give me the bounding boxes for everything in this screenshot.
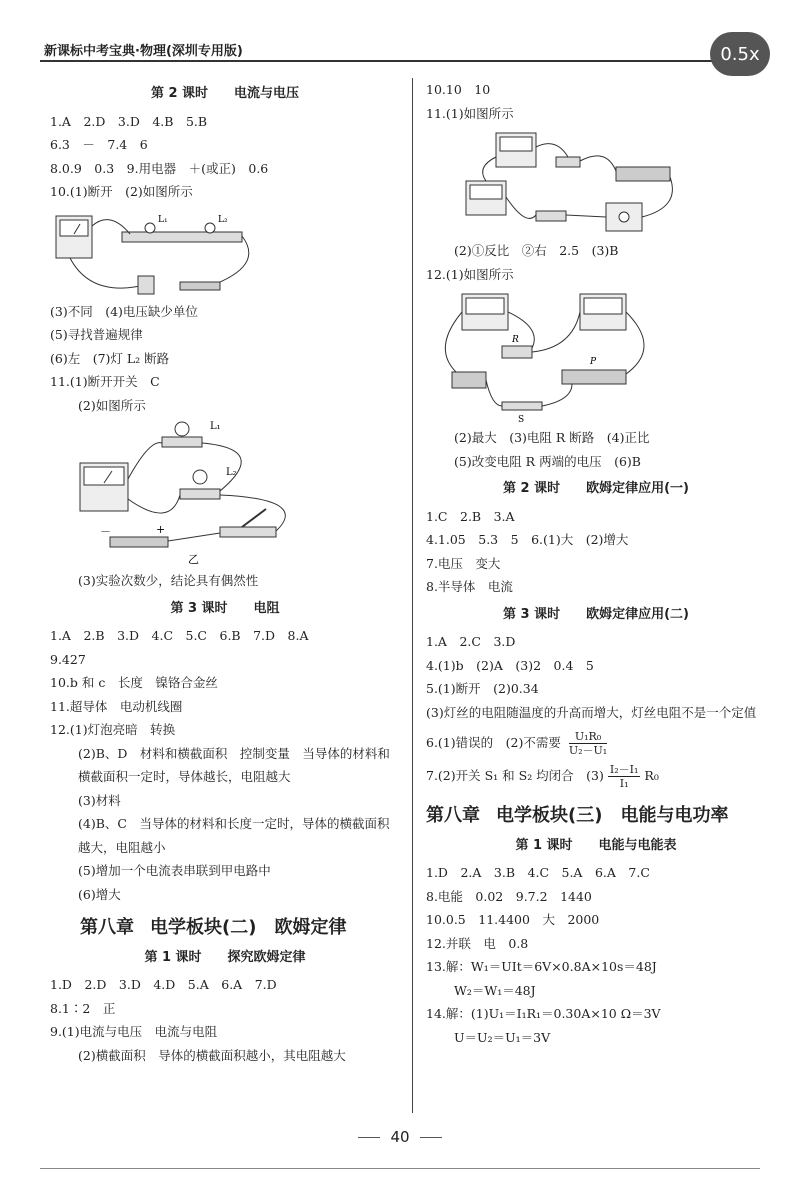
answer-line: 10.10 10 <box>426 82 491 97</box>
header-rule <box>40 60 720 62</box>
answer-line: (5)改变电阻 R 两端的电压 (6)B <box>454 453 641 469</box>
section-title: 第 3 课时 欧姆定律应用(二) <box>503 606 689 622</box>
fraction-denominator: U₂－U₁ <box>568 744 608 757</box>
answer-line: 9.(1)电流与电压 电流与电阻 <box>50 1024 218 1039</box>
fraction-numerator: I₂－I₁ <box>609 763 639 776</box>
section-title: 第 2 课时 欧姆定律应用(一) <box>503 481 689 496</box>
answer-line: 6.3 － 7.4 6 <box>50 137 148 152</box>
answer-line: 12.(1)灯泡亮暗 转换 <box>50 722 176 737</box>
chapter-number: 第八章 <box>80 917 134 938</box>
answer-line: 14.解：(1)U₁＝I₁R₁＝0.30A×10 Ω＝3V <box>426 1006 661 1021</box>
answer-line: (3)不同 (4)电压缺少单位 <box>50 303 198 319</box>
page-number: 40 <box>0 1128 800 1146</box>
answer-line: 4.1.05 5.3 5 6.(1)大 (2)增大 <box>426 532 629 547</box>
resistor-label: R <box>512 335 519 345</box>
answer-line: 1.A 2.C 3.D <box>426 634 516 649</box>
answer-line-fraction <box>426 730 766 757</box>
answer-line: 1.D 2.D 3.D 4.D 5.A 6.A 7.D <box>50 977 277 992</box>
answer-line: 7.电压 变大 <box>426 555 501 571</box>
answer-text: R₀ <box>644 768 659 783</box>
fraction <box>569 730 607 757</box>
circuit-diagram-2 <box>70 419 320 567</box>
answer-line-fraction <box>426 763 766 790</box>
answer-line: 11.(1)断开开关 C <box>50 374 160 389</box>
chapter-title: 电学板块(三) 电能与电功率 <box>496 805 729 826</box>
bulb-label-l1: L₁ <box>158 214 168 225</box>
answer-line: (2)B、D 材料和横截面积 控制变量 当导体的材料和横截面积一定时，导体越长，电阻越大 <box>78 745 390 784</box>
answer-text: 6.(1)错误的 (2)不需要 <box>426 735 561 750</box>
answer-line: 9.427 <box>50 651 86 667</box>
answer-line: (2)如图所示 <box>78 397 146 413</box>
section-title: 第 1 课时 电能与电能表 <box>515 837 677 853</box>
answer-line: 10.b 和 c 长度 镍铬合金丝 <box>50 675 218 690</box>
circuit-diagram-4 <box>432 288 672 424</box>
answer-line: (3)灯丝的电阻随温度的升高而增大，灯丝电阻不是一个定值 <box>426 704 757 720</box>
chapter-heading <box>426 804 766 828</box>
column-divider <box>412 78 413 1113</box>
switch-label: S <box>518 415 525 424</box>
answer-line: 1.C 2.B 3.A <box>426 508 515 524</box>
answer-line: 5.(1)断开 (2)0.34 <box>426 681 539 696</box>
answer-line: 8.1∶2 正 <box>50 1000 116 1016</box>
answer-line: 8.半导体 电流 <box>426 579 513 594</box>
bulb-label-l2: L₂ <box>226 467 237 478</box>
left-column <box>50 78 400 1067</box>
answer-line: 1.A 2.D 3.D 4.B 5.B <box>50 113 208 129</box>
figure-caption: 乙 <box>188 553 199 566</box>
answer-line: (3)实验次数少，结论具有偶然性 <box>78 573 259 588</box>
answer-line: (3)材料 <box>78 792 121 808</box>
right-column <box>426 78 766 1049</box>
answer-line: 8.电能 0.02 9.7.2 1440 <box>426 888 592 904</box>
section-title: 第 3 课时 电阻 <box>170 600 280 616</box>
answer-line: 12.并联 电 0.8 <box>426 935 529 951</box>
answer-line: (5)增加一个电流表串联到甲电路中 <box>78 863 271 878</box>
chapter-number: 第八章 <box>426 805 480 826</box>
answer-line: 11.(1)如图所示 <box>426 105 514 121</box>
answer-line: 10.(1)断开 (2)如图所示 <box>50 184 193 199</box>
page-header-title: 新课标中考宝典·物理(深圳专用版) <box>44 44 243 59</box>
circuit-diagram-3 <box>456 127 686 237</box>
chapter-title: 电学板块(二) 欧姆定律 <box>150 917 347 938</box>
fraction-denominator: I₁ <box>619 777 629 790</box>
answer-line: 13.解：W₁＝UIt＝6V×0.8A×10s＝48J <box>426 959 657 974</box>
answer-line: (2)最大 (3)电阻 R 断路 (4)正比 <box>454 430 650 445</box>
answer-line: 4.(1)b (2)A (3)2 0.4 5 <box>426 657 594 673</box>
zoom-badge[interactable]: 0.5x <box>710 32 770 76</box>
answer-line: 8.0.9 0.3 9.用电器 ＋(或正) 0.6 <box>50 160 269 176</box>
answer-line: W₂＝W₁＝48J <box>454 982 536 998</box>
battery-plus-label: + <box>156 523 166 536</box>
answer-line: (6)增大 <box>78 886 121 902</box>
answer-line: (2)横截面积 导体的横截面积越小，其电阻越大 <box>78 1047 346 1063</box>
section-title: 第 2 课时 电流与电压 <box>150 86 300 101</box>
answer-line: (2)①反比 ②右 2.5 (3)B <box>454 243 619 258</box>
answer-line: (4)B、C 当导体的材料和长度一定时，导体的横截面积越大，电阻越小 <box>78 816 390 855</box>
answer-text: 7.(2)开关 S₁ 和 S₂ 均闭合 (3) <box>426 768 604 783</box>
answer-line: (5)寻找普遍规律 <box>50 327 143 342</box>
fraction-numerator: U₁R₀ <box>569 730 607 744</box>
section-title: 第 1 课时 探究欧姆定律 <box>144 949 306 965</box>
battery-minus-label: － <box>100 525 111 538</box>
answer-line: 1.D 2.A 3.B 4.C 5.A 6.A 7.C <box>426 865 650 880</box>
footer-rule <box>40 1168 760 1169</box>
circuit-diagram-1 <box>50 206 270 298</box>
answer-line: 10.0.5 11.4400 大 2000 <box>426 912 600 927</box>
bulb-label-l1: L₁ <box>210 421 221 432</box>
chapter-heading <box>80 916 400 940</box>
bulb-label-l2: L₂ <box>218 214 228 225</box>
answer-line: (6)左 (7)灯 L₂ 断路 <box>50 350 170 366</box>
answer-line: 12.(1)如图所示 <box>426 266 514 282</box>
fraction <box>608 763 641 790</box>
answer-line: U＝U₂＝U₁＝3V <box>454 1029 551 1045</box>
slider-label: P <box>590 357 597 367</box>
answer-line: 1.A 2.B 3.D 4.C 5.C 6.B 7.D 8.A <box>50 628 309 643</box>
answer-line: 11.超导体 电动机线圈 <box>50 698 183 714</box>
